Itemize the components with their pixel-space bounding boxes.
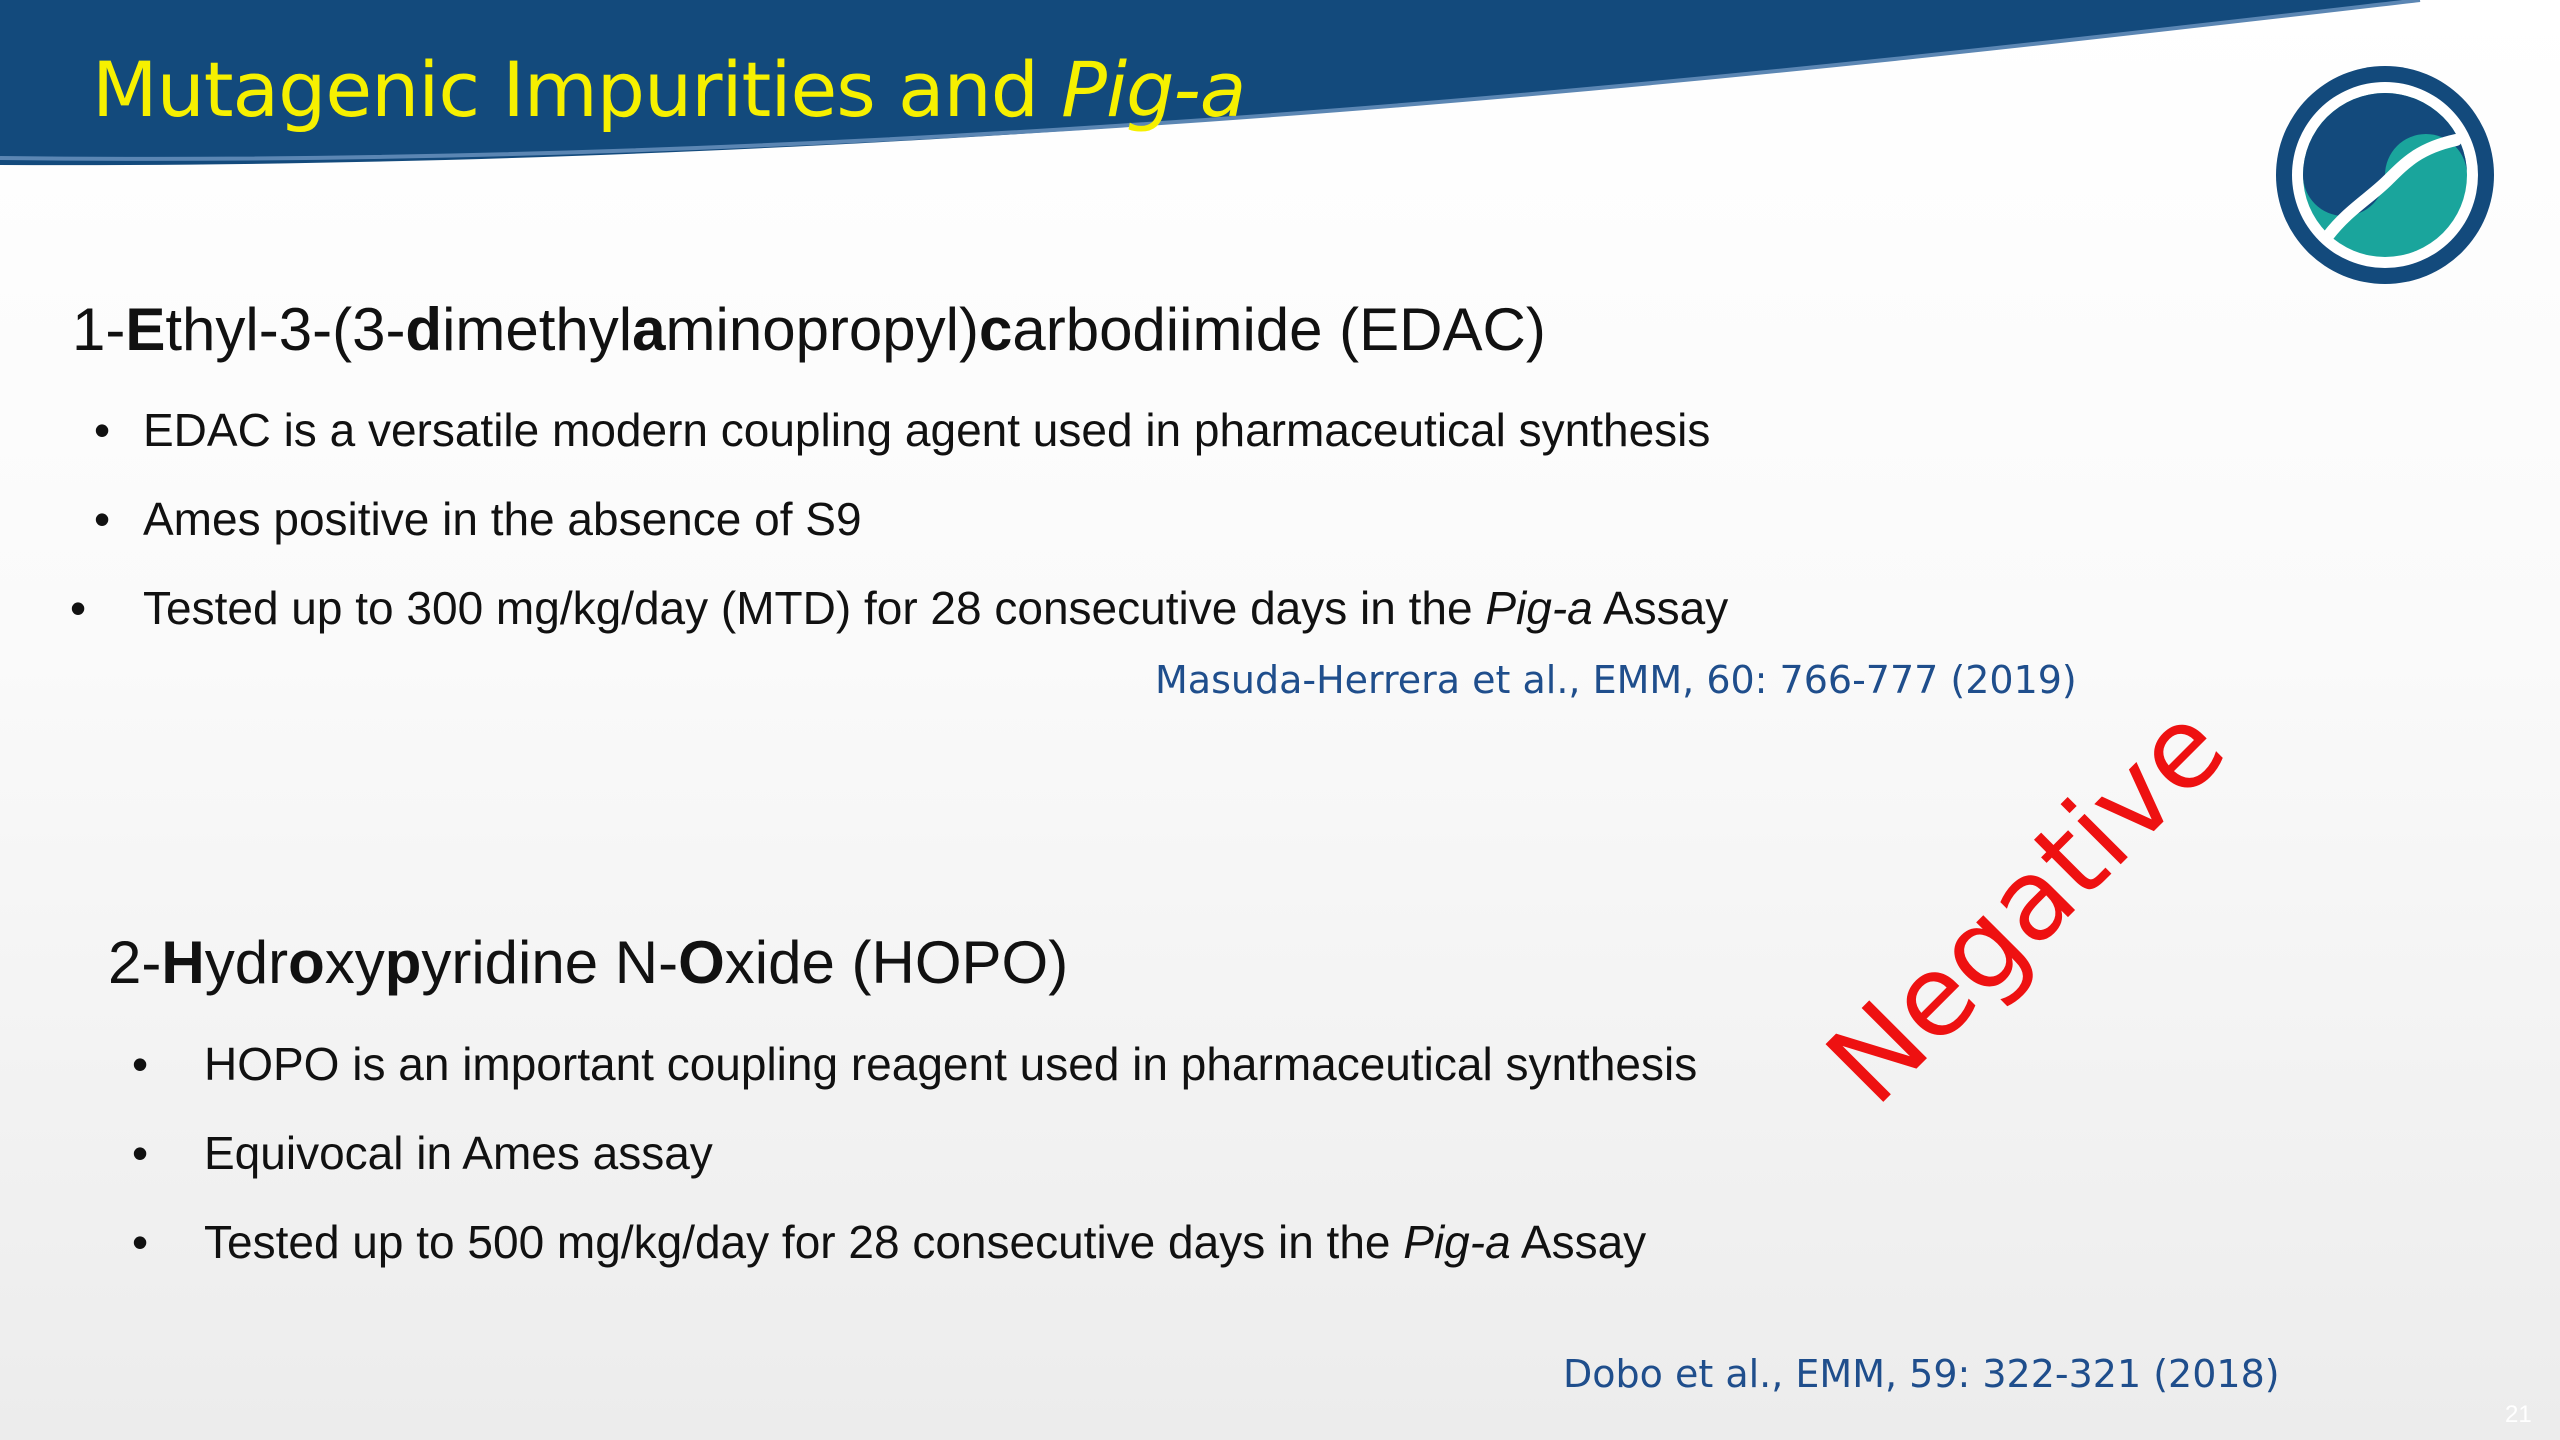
slide-title-text: Mutagenic Impurities and [92, 45, 1062, 134]
edac-heading-letter: c [978, 296, 1013, 363]
hopo-heading-letter: p [384, 929, 422, 996]
edac-bullet [143, 578, 1728, 638]
hopo-bullet [204, 1212, 1646, 1272]
hopo-heading-part: xide (HOPO) [724, 929, 1069, 996]
bullet-dot: • [132, 1038, 149, 1090]
edac-bullet: EDAC is a versatile modern coupling agent used in pharmaceutical synthesis [143, 404, 1711, 456]
hopo-heading-letter: O [678, 929, 725, 996]
negative-stamp: Negative [1802, 681, 2250, 1129]
edac-heading-letter: E [125, 296, 166, 363]
hopo-bullet: HOPO is an important coupling reagent used in pharmaceutical synthesis [204, 1038, 1698, 1090]
company-logo-icon [2270, 60, 2500, 290]
bullet-text: Tested up to 500 mg/kg/day for 28 consecutive days in the [204, 1216, 1404, 1268]
hopo-heading-letter: H [161, 929, 205, 996]
bullet-text: Assay [1592, 582, 1729, 634]
page-number: 21 [2505, 1401, 2532, 1428]
bullet-italic: Pig-a [1403, 1216, 1511, 1268]
edac-heading-part: thyl-3-(3- [165, 296, 406, 363]
bullet-dot: • [94, 493, 111, 545]
edac-heading-part: minopropyl) [665, 296, 979, 363]
edac-heading-part: arbodiimide (EDAC) [1012, 296, 1546, 363]
edac-heading [72, 295, 1546, 365]
hopo-heading-part: ydr [204, 929, 289, 996]
bullet-dot: • [94, 404, 111, 456]
hopo-heading-part: 2- [108, 929, 162, 996]
bullet-text: Assay [1510, 1216, 1647, 1268]
edac-heading-part: 1- [72, 296, 126, 363]
bullet-italic: Pig-a [1485, 582, 1593, 634]
hopo-citation: Dobo et al., EMM, 59: 322-321 (2018) [1563, 1352, 2280, 1396]
slide-title-italic: Pig-a [1061, 45, 1246, 134]
edac-heading-letter: a [632, 296, 666, 363]
bullet-dot: • [132, 1127, 149, 1179]
bullet-text: Tested up to 300 mg/kg/day (MTD) for 28 consecutive days in the [143, 582, 1486, 634]
hopo-heading-part: yridine N- [421, 929, 679, 996]
bullet-dot: • [70, 582, 87, 634]
edac-heading-part: imethyl [442, 296, 633, 363]
bullet-dot: • [132, 1216, 149, 1268]
hopo-heading-letter: o [288, 929, 325, 996]
hopo-heading [108, 928, 1068, 998]
edac-bullet: Ames positive in the absence of S9 [143, 493, 862, 545]
hopo-heading-part: xy [324, 929, 385, 996]
edac-citation: Masuda-Herrera et al., EMM, 60: 766-777 (2019) [1155, 658, 2077, 702]
slide-title [92, 40, 1245, 140]
hopo-bullet: Equivocal in Ames assay [204, 1127, 713, 1179]
edac-heading-letter: d [405, 296, 443, 363]
